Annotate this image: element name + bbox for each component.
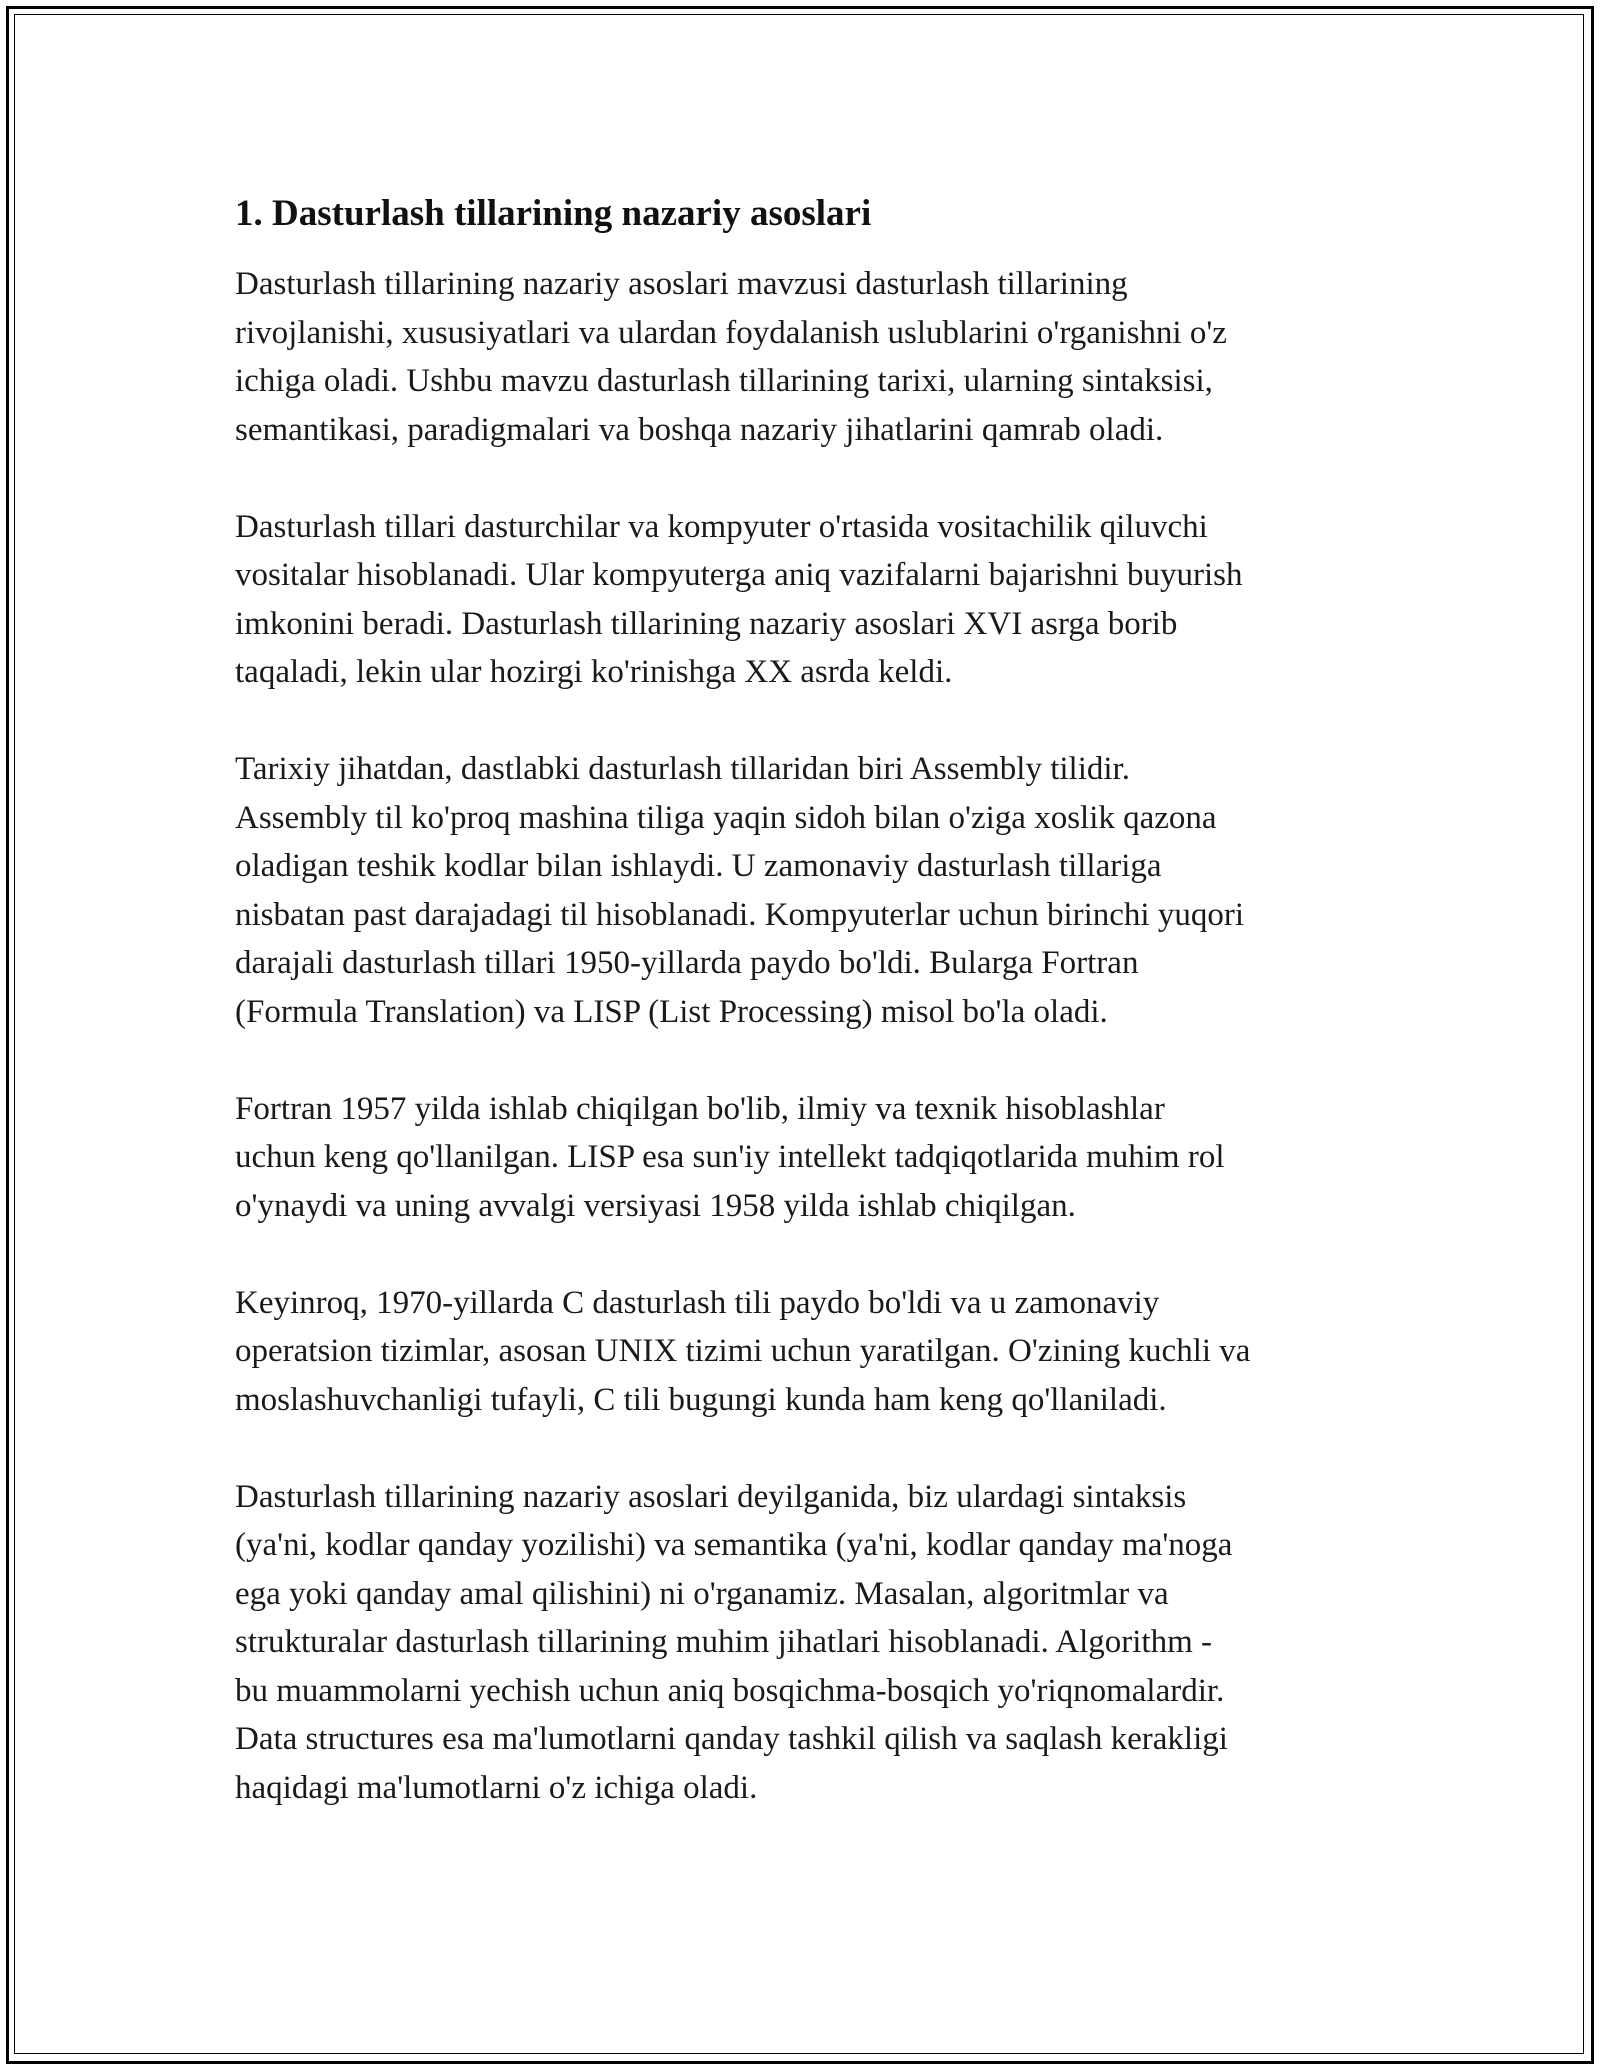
paragraph-3: Tarixiy jihatdan, dastlabki dasturlash tillaridan biri Assembly tilidir. Assembly til ko'proq mashina tiliga yaqin sidoh bilan o'ziga xoslik qazona oladigan teshik kodlar bilan ishlaydi. U zamonaviy dasturlash tillariga nisbatan past darajadagi til hisoblanadi. Kompyuterlar uchun birinchi yuqori darajali dasturlash tillari 1950-yillarda paydo bo'ldi. Bularga Fortran (Formula Translation) va LISP (List Processing) misol bo'la oladi. xyxy=(235,751,1244,1030)
paragraph-6: Dasturlash tillarining nazariy asoslari deyilganida, biz ulardagi sintaksis (ya'ni, kodlar qanday yozilishi) va semantika (ya'ni, kodlar qanday ma'noga ega yoki qanday amal qilishini) ni o'rganamiz. Masalan, algoritmlar va strukturalar dasturlash tillarining muhim jihatlari hisoblanadi. Algorithm - bu muammolarni yechish uchun aniq bosqichma-bosqich yo'riqnomalardir. Data structures esa ma'lumotlarni qanday tashkil qilish va saqlash kerakligi haqidagi ma'lumotlarni o'z ichiga oladi. xyxy=(235,1478,1233,1806)
paragraph-1: Dasturlash tillarining nazariy asoslari mavzusi dasturlash tillarining rivojlanishi, xususiyatlari va ulardan foydalanish uslublarini o'rganishni o'z ichiga oladi. Ushbu mavzu dasturlash tillarining tarixi, ularning sintaksisi, semantikasi, paradigmalari va boshqa nazariy jihatlarini qamrab oladi. xyxy=(235,266,1227,448)
paragraph-5: Keyinroq, 1970-yillarda C dasturlash tili paydo bo'ldi va u zamonaviy operatsion tizimlar, asosan UNIX tizimi uchun yaratilgan. O'zining kuchli va moslashuvchanligi tufayli, C tili bugungi kunda ham keng qo'llaniladi. xyxy=(235,1284,1251,1418)
paragraph-4: Fortran 1957 yilda ishlab chiqilgan bo'lib, ilmiy va texnik hisoblashlar uchun keng qo'llanilgan. LISP esa sun'iy intellekt tadqiqotlarida muhim rol o'ynaydi va uning avvalgi versiyasi 1958 yilda ishlab chiqilgan. xyxy=(235,1090,1225,1224)
document-body xyxy=(235,186,1375,1861)
paragraph-2: Dasturlash tillari dasturchilar va kompyuter o'rtasida vositachilik qiluvchi vositalar hisoblanadi. Ular kompyuterga aniq vazifalarni bajarishni buyurish imkonini beradi. Dasturlash tillarining nazariy asoslari XVI asrga borib taqaladi, lekin ular hozirgi ko'rinishga XX asrda keldi. xyxy=(235,508,1243,690)
section-heading: 1. Dasturlash tillarining nazariy asoslari xyxy=(235,193,872,234)
